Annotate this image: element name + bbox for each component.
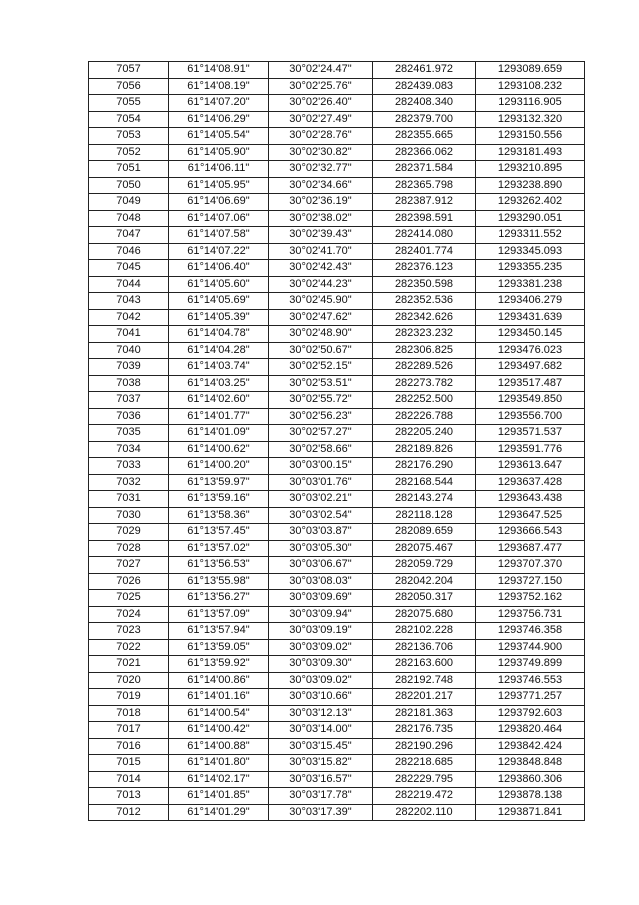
y-coordinate-cell: 1293746.358 bbox=[476, 623, 585, 640]
longitude-cell: 30°02'57.27" bbox=[269, 425, 373, 442]
point-number-cell: 7040 bbox=[89, 342, 169, 359]
y-coordinate-cell: 1293749.899 bbox=[476, 656, 585, 673]
y-coordinate-cell: 1293132.320 bbox=[476, 111, 585, 128]
x-coordinate-cell: 282176.735 bbox=[373, 722, 476, 739]
longitude-cell: 30°02'38.02" bbox=[269, 210, 373, 227]
latitude-cell: 61°14'00.54" bbox=[169, 705, 269, 722]
point-number-cell: 7013 bbox=[89, 788, 169, 805]
table-row bbox=[89, 606, 585, 623]
table-row bbox=[89, 540, 585, 557]
longitude-cell: 30°02'27.49" bbox=[269, 111, 373, 128]
x-coordinate-cell: 282089.659 bbox=[373, 524, 476, 541]
longitude-cell: 30°02'26.40" bbox=[269, 95, 373, 112]
y-coordinate-cell: 1293820.464 bbox=[476, 722, 585, 739]
latitude-cell: 61°14'01.80" bbox=[169, 755, 269, 772]
latitude-cell: 61°14'01.77" bbox=[169, 408, 269, 425]
y-coordinate-cell: 1293238.890 bbox=[476, 177, 585, 194]
table-row bbox=[89, 144, 585, 161]
y-coordinate-cell: 1293290.051 bbox=[476, 210, 585, 227]
x-coordinate-cell: 282252.500 bbox=[373, 392, 476, 409]
y-coordinate-cell: 1293752.162 bbox=[476, 590, 585, 607]
longitude-cell: 30°02'50.67" bbox=[269, 342, 373, 359]
longitude-cell: 30°03'16.57" bbox=[269, 771, 373, 788]
x-coordinate-cell: 282136.706 bbox=[373, 639, 476, 656]
longitude-cell: 30°02'55.72" bbox=[269, 392, 373, 409]
latitude-cell: 61°14'07.06" bbox=[169, 210, 269, 227]
x-coordinate-cell: 282143.274 bbox=[373, 491, 476, 508]
y-coordinate-cell: 1293355.235 bbox=[476, 260, 585, 277]
point-number-cell: 7042 bbox=[89, 309, 169, 326]
y-coordinate-cell: 1293150.556 bbox=[476, 128, 585, 145]
x-coordinate-cell: 282376.123 bbox=[373, 260, 476, 277]
y-coordinate-cell: 1293756.731 bbox=[476, 606, 585, 623]
point-number-cell: 7020 bbox=[89, 672, 169, 689]
table-row bbox=[89, 474, 585, 491]
table-row bbox=[89, 392, 585, 409]
y-coordinate-cell: 1293556.700 bbox=[476, 408, 585, 425]
x-coordinate-cell: 282189.826 bbox=[373, 441, 476, 458]
point-number-cell: 7041 bbox=[89, 326, 169, 343]
point-number-cell: 7051 bbox=[89, 161, 169, 178]
y-coordinate-cell: 1293311.552 bbox=[476, 227, 585, 244]
table-row bbox=[89, 656, 585, 673]
coordinates-table-body bbox=[89, 62, 585, 821]
table-row bbox=[89, 804, 585, 821]
point-number-cell: 7022 bbox=[89, 639, 169, 656]
longitude-cell: 30°03'12.13" bbox=[269, 705, 373, 722]
table-row bbox=[89, 623, 585, 640]
point-number-cell: 7023 bbox=[89, 623, 169, 640]
table-row bbox=[89, 260, 585, 277]
y-coordinate-cell: 1293860.306 bbox=[476, 771, 585, 788]
table-row bbox=[89, 326, 585, 343]
point-number-cell: 7044 bbox=[89, 276, 169, 293]
x-coordinate-cell: 282350.598 bbox=[373, 276, 476, 293]
x-coordinate-cell: 282365.798 bbox=[373, 177, 476, 194]
longitude-cell: 30°02'30.82" bbox=[269, 144, 373, 161]
x-coordinate-cell: 282387.912 bbox=[373, 194, 476, 211]
x-coordinate-cell: 282218.685 bbox=[373, 755, 476, 772]
point-number-cell: 7012 bbox=[89, 804, 169, 821]
longitude-cell: 30°03'17.78" bbox=[269, 788, 373, 805]
latitude-cell: 61°14'01.29" bbox=[169, 804, 269, 821]
table-row bbox=[89, 227, 585, 244]
x-coordinate-cell: 282323.232 bbox=[373, 326, 476, 343]
point-number-cell: 7014 bbox=[89, 771, 169, 788]
x-coordinate-cell: 282366.062 bbox=[373, 144, 476, 161]
table-row bbox=[89, 524, 585, 541]
latitude-cell: 61°13'56.53" bbox=[169, 557, 269, 574]
x-coordinate-cell: 282176.290 bbox=[373, 458, 476, 475]
longitude-cell: 30°03'03.87" bbox=[269, 524, 373, 541]
longitude-cell: 30°03'02.54" bbox=[269, 507, 373, 524]
longitude-cell: 30°02'34.66" bbox=[269, 177, 373, 194]
latitude-cell: 61°14'06.40" bbox=[169, 260, 269, 277]
y-coordinate-cell: 1293744.900 bbox=[476, 639, 585, 656]
x-coordinate-cell: 282050.317 bbox=[373, 590, 476, 607]
table-row bbox=[89, 507, 585, 524]
latitude-cell: 61°14'07.58" bbox=[169, 227, 269, 244]
y-coordinate-cell: 1293210.895 bbox=[476, 161, 585, 178]
longitude-cell: 30°03'10.66" bbox=[269, 689, 373, 706]
x-coordinate-cell: 282229.795 bbox=[373, 771, 476, 788]
longitude-cell: 30°03'00.15" bbox=[269, 458, 373, 475]
y-coordinate-cell: 1293089.659 bbox=[476, 62, 585, 79]
point-number-cell: 7055 bbox=[89, 95, 169, 112]
latitude-cell: 61°14'06.11" bbox=[169, 161, 269, 178]
y-coordinate-cell: 1293842.424 bbox=[476, 738, 585, 755]
y-coordinate-cell: 1293345.093 bbox=[476, 243, 585, 260]
table-row bbox=[89, 590, 585, 607]
point-number-cell: 7047 bbox=[89, 227, 169, 244]
longitude-cell: 30°02'44.23" bbox=[269, 276, 373, 293]
y-coordinate-cell: 1293591.776 bbox=[476, 441, 585, 458]
y-coordinate-cell: 1293707.370 bbox=[476, 557, 585, 574]
table-row bbox=[89, 771, 585, 788]
latitude-cell: 61°14'01.09" bbox=[169, 425, 269, 442]
x-coordinate-cell: 282192.748 bbox=[373, 672, 476, 689]
table-row bbox=[89, 293, 585, 310]
latitude-cell: 61°14'04.78" bbox=[169, 326, 269, 343]
latitude-cell: 61°14'02.17" bbox=[169, 771, 269, 788]
x-coordinate-cell: 282118.128 bbox=[373, 507, 476, 524]
y-coordinate-cell: 1293108.232 bbox=[476, 78, 585, 95]
point-number-cell: 7019 bbox=[89, 689, 169, 706]
x-coordinate-cell: 282289.526 bbox=[373, 359, 476, 376]
table-row bbox=[89, 441, 585, 458]
point-number-cell: 7046 bbox=[89, 243, 169, 260]
table-row bbox=[89, 573, 585, 590]
longitude-cell: 30°02'48.90" bbox=[269, 326, 373, 343]
point-number-cell: 7016 bbox=[89, 738, 169, 755]
table-row bbox=[89, 557, 585, 574]
table-row bbox=[89, 755, 585, 772]
longitude-cell: 30°02'42.43" bbox=[269, 260, 373, 277]
y-coordinate-cell: 1293666.543 bbox=[476, 524, 585, 541]
latitude-cell: 61°14'05.90" bbox=[169, 144, 269, 161]
longitude-cell: 30°03'17.39" bbox=[269, 804, 373, 821]
latitude-cell: 61°14'05.60" bbox=[169, 276, 269, 293]
point-number-cell: 7052 bbox=[89, 144, 169, 161]
table-row bbox=[89, 194, 585, 211]
x-coordinate-cell: 282342.626 bbox=[373, 309, 476, 326]
longitude-cell: 30°02'52.15" bbox=[269, 359, 373, 376]
table-row bbox=[89, 177, 585, 194]
point-number-cell: 7036 bbox=[89, 408, 169, 425]
x-coordinate-cell: 282352.536 bbox=[373, 293, 476, 310]
point-number-cell: 7050 bbox=[89, 177, 169, 194]
longitude-cell: 30°02'25.76" bbox=[269, 78, 373, 95]
longitude-cell: 30°02'36.19" bbox=[269, 194, 373, 211]
x-coordinate-cell: 282202.110 bbox=[373, 804, 476, 821]
point-number-cell: 7039 bbox=[89, 359, 169, 376]
longitude-cell: 30°02'41.70" bbox=[269, 243, 373, 260]
latitude-cell: 61°13'59.97" bbox=[169, 474, 269, 491]
x-coordinate-cell: 282181.363 bbox=[373, 705, 476, 722]
x-coordinate-cell: 282102.228 bbox=[373, 623, 476, 640]
x-coordinate-cell: 282401.774 bbox=[373, 243, 476, 260]
point-number-cell: 7015 bbox=[89, 755, 169, 772]
latitude-cell: 61°13'58.36" bbox=[169, 507, 269, 524]
x-coordinate-cell: 282205.240 bbox=[373, 425, 476, 442]
point-number-cell: 7048 bbox=[89, 210, 169, 227]
table-row bbox=[89, 425, 585, 442]
point-number-cell: 7017 bbox=[89, 722, 169, 739]
y-coordinate-cell: 1293450.145 bbox=[476, 326, 585, 343]
longitude-cell: 30°03'06.67" bbox=[269, 557, 373, 574]
y-coordinate-cell: 1293647.525 bbox=[476, 507, 585, 524]
table-row bbox=[89, 375, 585, 392]
x-coordinate-cell: 282355.665 bbox=[373, 128, 476, 145]
latitude-cell: 61°14'08.91" bbox=[169, 62, 269, 79]
latitude-cell: 61°14'00.62" bbox=[169, 441, 269, 458]
table-row bbox=[89, 95, 585, 112]
latitude-cell: 61°14'07.20" bbox=[169, 95, 269, 112]
y-coordinate-cell: 1293613.647 bbox=[476, 458, 585, 475]
point-number-cell: 7057 bbox=[89, 62, 169, 79]
x-coordinate-cell: 282059.729 bbox=[373, 557, 476, 574]
latitude-cell: 61°13'57.02" bbox=[169, 540, 269, 557]
latitude-cell: 61°14'05.54" bbox=[169, 128, 269, 145]
table-row bbox=[89, 309, 585, 326]
longitude-cell: 30°02'39.43" bbox=[269, 227, 373, 244]
longitude-cell: 30°03'02.21" bbox=[269, 491, 373, 508]
table-row bbox=[89, 128, 585, 145]
point-number-cell: 7027 bbox=[89, 557, 169, 574]
table-row bbox=[89, 689, 585, 706]
x-coordinate-cell: 282219.472 bbox=[373, 788, 476, 805]
latitude-cell: 61°14'01.85" bbox=[169, 788, 269, 805]
point-number-cell: 7029 bbox=[89, 524, 169, 541]
table-row bbox=[89, 639, 585, 656]
latitude-cell: 61°14'05.39" bbox=[169, 309, 269, 326]
latitude-cell: 61°14'00.20" bbox=[169, 458, 269, 475]
x-coordinate-cell: 282201.217 bbox=[373, 689, 476, 706]
longitude-cell: 30°03'15.45" bbox=[269, 738, 373, 755]
latitude-cell: 61°13'57.94" bbox=[169, 623, 269, 640]
point-number-cell: 7045 bbox=[89, 260, 169, 277]
longitude-cell: 30°03'09.19" bbox=[269, 623, 373, 640]
longitude-cell: 30°03'14.00" bbox=[269, 722, 373, 739]
table-row bbox=[89, 705, 585, 722]
longitude-cell: 30°02'47.62" bbox=[269, 309, 373, 326]
longitude-cell: 30°02'32.77" bbox=[269, 161, 373, 178]
y-coordinate-cell: 1293643.438 bbox=[476, 491, 585, 508]
table-row bbox=[89, 78, 585, 95]
table-row bbox=[89, 788, 585, 805]
longitude-cell: 30°03'15.82" bbox=[269, 755, 373, 772]
table-row bbox=[89, 161, 585, 178]
point-number-cell: 7043 bbox=[89, 293, 169, 310]
latitude-cell: 61°14'08.19" bbox=[169, 78, 269, 95]
latitude-cell: 61°13'55.98" bbox=[169, 573, 269, 590]
point-number-cell: 7053 bbox=[89, 128, 169, 145]
y-coordinate-cell: 1293871.841 bbox=[476, 804, 585, 821]
x-coordinate-cell: 282042.204 bbox=[373, 573, 476, 590]
point-number-cell: 7028 bbox=[89, 540, 169, 557]
x-coordinate-cell: 282398.591 bbox=[373, 210, 476, 227]
latitude-cell: 61°14'00.88" bbox=[169, 738, 269, 755]
table-row bbox=[89, 672, 585, 689]
latitude-cell: 61°13'56.27" bbox=[169, 590, 269, 607]
latitude-cell: 61°14'04.28" bbox=[169, 342, 269, 359]
y-coordinate-cell: 1293878.138 bbox=[476, 788, 585, 805]
x-coordinate-cell: 282163.600 bbox=[373, 656, 476, 673]
y-coordinate-cell: 1293637.428 bbox=[476, 474, 585, 491]
point-number-cell: 7031 bbox=[89, 491, 169, 508]
table-row bbox=[89, 408, 585, 425]
y-coordinate-cell: 1293848.848 bbox=[476, 755, 585, 772]
longitude-cell: 30°02'24.47" bbox=[269, 62, 373, 79]
y-coordinate-cell: 1293517.487 bbox=[476, 375, 585, 392]
latitude-cell: 61°13'57.09" bbox=[169, 606, 269, 623]
table-row bbox=[89, 722, 585, 739]
longitude-cell: 30°03'01.76" bbox=[269, 474, 373, 491]
x-coordinate-cell: 282306.825 bbox=[373, 342, 476, 359]
latitude-cell: 61°14'06.29" bbox=[169, 111, 269, 128]
longitude-cell: 30°02'53.51" bbox=[269, 375, 373, 392]
latitude-cell: 61°14'01.16" bbox=[169, 689, 269, 706]
point-number-cell: 7025 bbox=[89, 590, 169, 607]
y-coordinate-cell: 1293792.603 bbox=[476, 705, 585, 722]
point-number-cell: 7038 bbox=[89, 375, 169, 392]
point-number-cell: 7024 bbox=[89, 606, 169, 623]
longitude-cell: 30°03'05.30" bbox=[269, 540, 373, 557]
longitude-cell: 30°02'28.76" bbox=[269, 128, 373, 145]
point-number-cell: 7030 bbox=[89, 507, 169, 524]
y-coordinate-cell: 1293116.905 bbox=[476, 95, 585, 112]
longitude-cell: 30°03'09.94" bbox=[269, 606, 373, 623]
y-coordinate-cell: 1293381.238 bbox=[476, 276, 585, 293]
y-coordinate-cell: 1293771.257 bbox=[476, 689, 585, 706]
point-number-cell: 7054 bbox=[89, 111, 169, 128]
table-row bbox=[89, 210, 585, 227]
latitude-cell: 61°14'02.60" bbox=[169, 392, 269, 409]
x-coordinate-cell: 282273.782 bbox=[373, 375, 476, 392]
latitude-cell: 61°14'03.74" bbox=[169, 359, 269, 376]
latitude-cell: 61°14'00.42" bbox=[169, 722, 269, 739]
y-coordinate-cell: 1293262.402 bbox=[476, 194, 585, 211]
latitude-cell: 61°14'00.86" bbox=[169, 672, 269, 689]
y-coordinate-cell: 1293687.477 bbox=[476, 540, 585, 557]
point-number-cell: 7034 bbox=[89, 441, 169, 458]
x-coordinate-cell: 282439.083 bbox=[373, 78, 476, 95]
table-row bbox=[89, 111, 585, 128]
x-coordinate-cell: 282379.700 bbox=[373, 111, 476, 128]
latitude-cell: 61°14'05.95" bbox=[169, 177, 269, 194]
x-coordinate-cell: 282414.080 bbox=[373, 227, 476, 244]
point-number-cell: 7035 bbox=[89, 425, 169, 442]
point-number-cell: 7026 bbox=[89, 573, 169, 590]
longitude-cell: 30°02'56.23" bbox=[269, 408, 373, 425]
x-coordinate-cell: 282190.296 bbox=[373, 738, 476, 755]
y-coordinate-cell: 1293571.537 bbox=[476, 425, 585, 442]
point-number-cell: 7037 bbox=[89, 392, 169, 409]
point-number-cell: 7018 bbox=[89, 705, 169, 722]
table-row bbox=[89, 491, 585, 508]
y-coordinate-cell: 1293746.553 bbox=[476, 672, 585, 689]
point-number-cell: 7032 bbox=[89, 474, 169, 491]
y-coordinate-cell: 1293406.279 bbox=[476, 293, 585, 310]
point-number-cell: 7049 bbox=[89, 194, 169, 211]
table-row bbox=[89, 458, 585, 475]
y-coordinate-cell: 1293549.850 bbox=[476, 392, 585, 409]
table-row bbox=[89, 738, 585, 755]
x-coordinate-cell: 282371.584 bbox=[373, 161, 476, 178]
y-coordinate-cell: 1293727.150 bbox=[476, 573, 585, 590]
y-coordinate-cell: 1293476.023 bbox=[476, 342, 585, 359]
longitude-cell: 30°03'09.30" bbox=[269, 656, 373, 673]
coordinates-table bbox=[88, 61, 585, 821]
x-coordinate-cell: 282168.544 bbox=[373, 474, 476, 491]
latitude-cell: 61°13'59.05" bbox=[169, 639, 269, 656]
longitude-cell: 30°03'09.02" bbox=[269, 672, 373, 689]
table-row bbox=[89, 342, 585, 359]
x-coordinate-cell: 282408.340 bbox=[373, 95, 476, 112]
longitude-cell: 30°03'09.69" bbox=[269, 590, 373, 607]
table-row bbox=[89, 359, 585, 376]
latitude-cell: 61°14'06.69" bbox=[169, 194, 269, 211]
longitude-cell: 30°03'08.03" bbox=[269, 573, 373, 590]
table-row bbox=[89, 276, 585, 293]
latitude-cell: 61°14'07.22" bbox=[169, 243, 269, 260]
point-number-cell: 7033 bbox=[89, 458, 169, 475]
y-coordinate-cell: 1293497.682 bbox=[476, 359, 585, 376]
table-row bbox=[89, 243, 585, 260]
y-coordinate-cell: 1293181.493 bbox=[476, 144, 585, 161]
longitude-cell: 30°02'58.66" bbox=[269, 441, 373, 458]
x-coordinate-cell: 282226.788 bbox=[373, 408, 476, 425]
latitude-cell: 61°13'59.92" bbox=[169, 656, 269, 673]
point-number-cell: 7021 bbox=[89, 656, 169, 673]
x-coordinate-cell: 282075.467 bbox=[373, 540, 476, 557]
latitude-cell: 61°14'05.69" bbox=[169, 293, 269, 310]
y-coordinate-cell: 1293431.639 bbox=[476, 309, 585, 326]
x-coordinate-cell: 282075.680 bbox=[373, 606, 476, 623]
latitude-cell: 61°13'57.45" bbox=[169, 524, 269, 541]
latitude-cell: 61°13'59.16" bbox=[169, 491, 269, 508]
x-coordinate-cell: 282461.972 bbox=[373, 62, 476, 79]
longitude-cell: 30°03'09.02" bbox=[269, 639, 373, 656]
latitude-cell: 61°14'03.25" bbox=[169, 375, 269, 392]
longitude-cell: 30°02'45.90" bbox=[269, 293, 373, 310]
table-row bbox=[89, 62, 585, 79]
point-number-cell: 7056 bbox=[89, 78, 169, 95]
